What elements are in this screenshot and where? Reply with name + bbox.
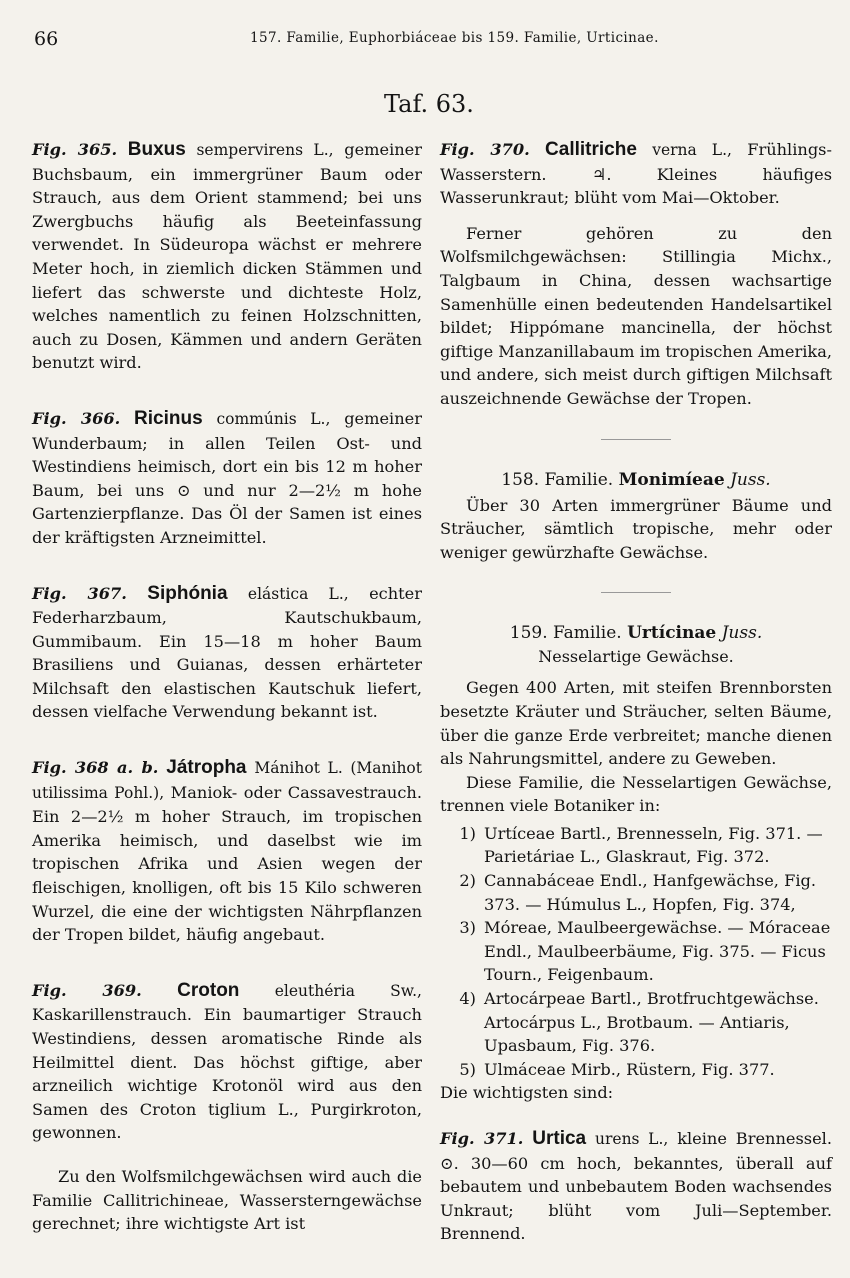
- entry-text: Maniok- oder Cassavestrauch. Ein 2—2½ m hoher Strauch, im tropischen Amerika heimisch, und daselbst wie im tropischen Afrika und Asien wegen der fleischigen, knolligen, oft bis 15 Kilo schweren Wurzel, die eine der wichtigsten Nährpflanzen der Tropen bildet, häufig angebaut.: [32, 782, 422, 945]
- list-text: Ulmáceae Mirb., Rüstern, Fig. 377.: [484, 1059, 775, 1079]
- family-158-heading: [440, 470, 832, 490]
- list-text: Móreae, Maulbeergewächse. — Móraceae Endl., Maulbeerbäume, Fig. 375. — Ficus Tourn., Feigenbaum.: [484, 918, 831, 985]
- section-divider: [601, 592, 671, 593]
- fig-label: Fig. 369.: [32, 980, 142, 1000]
- list-number: 4): [459, 989, 476, 1009]
- list-item: [440, 822, 832, 869]
- family-159-heading: [440, 623, 832, 643]
- family-author: Juss.: [730, 469, 771, 490]
- fig-label: Fig. 367.: [32, 583, 127, 603]
- page-number: 66: [34, 28, 59, 50]
- plate-title: Taf. 63.: [384, 90, 474, 118]
- species-name: urens L.,: [595, 1130, 669, 1148]
- family-author: Juss.: [721, 623, 763, 644]
- entry-fig-366: [32, 407, 422, 550]
- list-item: [440, 987, 832, 1058]
- species-name: commúnis L.,: [216, 409, 331, 428]
- family-159-division-intro: Diese Familie, die Nesselartigen Gewächse, trennen viele Botaniker in:: [440, 772, 832, 816]
- genus-name: Buxus: [127, 139, 186, 160]
- family-number: 158. Familie.: [501, 469, 614, 490]
- entry-fig-367: [32, 582, 422, 725]
- list-text: Urtíceae Bartl., Brennesseln, Fig. 371. — Parietáriae L., Glaskraut, Fig. 372.: [484, 823, 823, 867]
- entry-fig-371: [440, 1127, 832, 1246]
- species-name: Mánihot L. (Manihot utilissima Pohl.),: [32, 759, 422, 802]
- fig-label: Fig. 365.: [32, 140, 118, 159]
- species-name: elástica L.,: [247, 584, 349, 603]
- genus-name: Croton: [177, 979, 240, 1001]
- list-number: 2): [459, 871, 476, 891]
- list-item: [440, 916, 832, 987]
- entry-text: kleine Brennessel. ⊙. 30—60 cm hoch, bekanntes, überall auf bebautem und unbebautem Boden wachsendes Unkraut; blüht vom Juli—September. Brennend.: [440, 1129, 832, 1244]
- list-number: 1): [459, 823, 476, 843]
- entry-fig-368: [32, 756, 422, 947]
- entry-text: Kaskarillenstrauch. Ein baumartiger Strauch Westindiens, dessen aromatische Rinde als Heilmittel dient. Das höchst giftige, aber arzneilich wichtige Krotonöl wird aus den Samen des Croton tiglium L., Purgirkroton, gewonnen.: [32, 1005, 422, 1143]
- entry-text: echter Federharzbaum, Kautschukbaum, Gummibaum. Ein 15—18 m hoher Baum Brasiliens und Guianas, dessen erhärteter Milchsaft den elastischen Kautschuk liefert, dessen vielfache Verwendung bekannt ist.: [32, 583, 422, 722]
- list-item: [440, 1058, 832, 1082]
- wolfsmilch-paragraph: Ferner gehören zu den Wolfsmilchgewächsen: Stillingia Michx., Talgbaum in China, dessen wachsartige Samenhülle einen bedeutenden Handelsartikel bildet; Hippómane mancinella, der höchst giftige Manzanillabaum im tropischen Amerika, und andere, sich meist durch giftigen Milchsaft auszeichnende Gewächse der Tropen.: [440, 223, 832, 408]
- genus-name: Callitriche: [545, 139, 637, 160]
- fig-label: Fig. 371.: [440, 1129, 524, 1148]
- list-text: Artocárpeae Bartl., Brotfruchtgewächse. Artocárpus L., Brotbaum. — Antiaris, Upasbaum, Fig. 376.: [484, 989, 819, 1056]
- subfamily-list: [440, 822, 832, 1082]
- family-159-subtitle: Nesselartige Gewächse.: [538, 647, 734, 667]
- genus-name: Urtica: [532, 1128, 587, 1149]
- right-column: [440, 138, 832, 1278]
- genus-name: Siphónia: [147, 582, 228, 604]
- genus-name: Ricinus: [134, 407, 203, 429]
- entry-text: Frühlings-Wasserstern. ♃. Kleines häufiges Wasserunkraut; blüht vom Mai—Oktober.: [440, 140, 832, 208]
- genus-name: Játropha: [166, 757, 247, 779]
- entry-fig-369: [32, 979, 422, 1145]
- entry-fig-365: [32, 138, 422, 375]
- section-divider: [601, 439, 671, 440]
- family-158-description: Über 30 Arten immergrüner Bäume und Sträucher, sämtlich tropische, mehr oder weniger gewürzhafte Gewächse.: [440, 495, 832, 562]
- entry-text: gemeiner Buchsbaum, ein immergrüner Baum oder Strauch, aus dem Orient stammend; bei uns Zwergbuchs häufig als Beeteinfassung verwendet. In Südeuropa wächst er mehrere Meter hoch, in ziemlich dicken Stämmen und liefert das schwerste und dichteste Holz, welches namentlich zu feinen Holzschnitten, auch zu Dosen, Kämmen und andern Geräten benutzt wird.: [32, 140, 422, 373]
- fig-label: Fig. 366.: [32, 408, 121, 428]
- left-column: [32, 138, 422, 1236]
- species-name: eleuthéria Sw.,: [274, 981, 422, 1000]
- list-item: [440, 869, 832, 916]
- callitrichineae-paragraph: Zu den Wolfsmilchgewächsen wird auch die Familie Callitrichineae, Wassersterngewächse gerechnet; ihre wichtigste Art ist: [32, 1166, 422, 1234]
- family-name: Urtícinae: [627, 623, 717, 644]
- family-name: Monimíeae: [618, 469, 725, 490]
- list-text: Cannabáceae Endl., Hanfgewächse, Fig. 373. — Húmulus L., Hopfen, Fig. 374,: [484, 871, 817, 914]
- fig-label: Fig. 368 a. b.: [32, 758, 159, 778]
- species-name: sempervirens L.,: [196, 141, 334, 159]
- species-name: verna L.,: [652, 141, 732, 159]
- family-159-description: Gegen 400 Arten, mit steifen Brennborsten besetzte Kräuter und Sträucher, selten Bäume, über die ganze Erde verbreitet; manche dienen als Nahrungsmittel, andere zu Geweben.: [440, 678, 832, 769]
- list-number: 5): [459, 1059, 476, 1079]
- family-number: 159. Familie.: [509, 623, 622, 644]
- list-number: 3): [459, 918, 476, 938]
- entry-fig-370: [440, 138, 832, 210]
- running-head: 157. Familie, Euphorbiáceae bis 159. Familie, Urticinae.: [250, 30, 659, 46]
- list-closing: Die wichtigsten sind:: [440, 1083, 614, 1103]
- fig-label: Fig. 370.: [440, 140, 530, 159]
- entry-text: gemeiner Wunderbaum; in allen Teilen Ost- und Westindiens heimisch, dort ein bis 12 m hoher Baum, bei uns ⊙ und nur 2—2½ m hohe Gartenzierpflanze. Das Öl der Samen ist eines der kräftigsten Arzneimittel.: [32, 408, 422, 547]
